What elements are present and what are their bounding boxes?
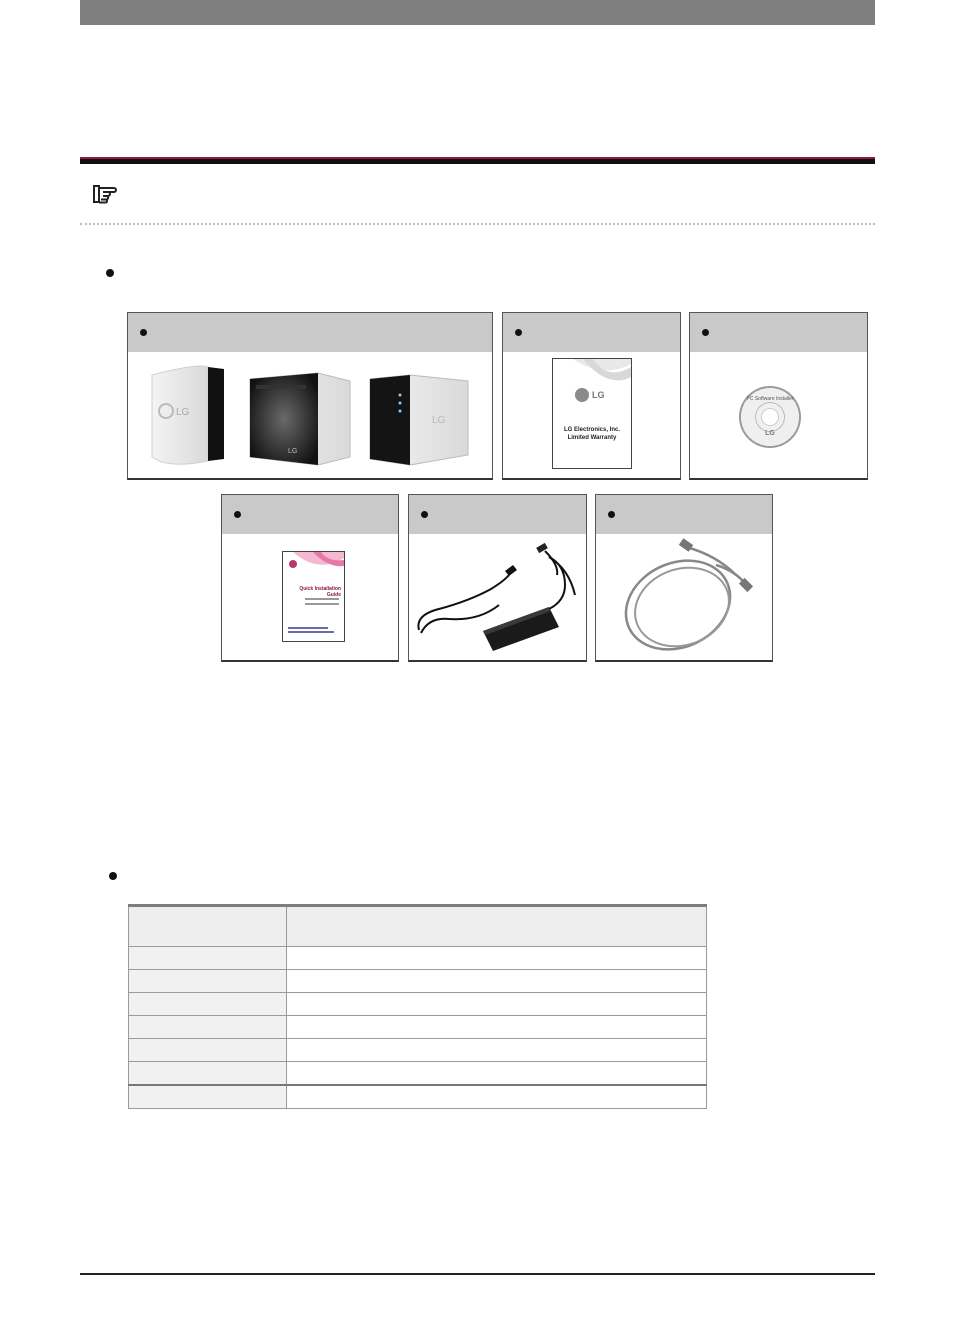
booklet-swoosh [553,359,631,409]
guide-line [288,627,328,629]
spec-table [128,904,707,1109]
section-divider [80,223,875,225]
item-bullet [421,511,428,518]
item-box-header [503,313,680,352]
table-cell [129,1016,287,1039]
table-cell [287,1062,707,1086]
table-cell [129,970,287,993]
table-header-cell [287,906,707,947]
table-cell [287,1039,707,1062]
item-bullet [515,329,522,336]
guide-line [305,598,339,600]
contents-bullet [106,269,114,277]
item-box-warranty [502,312,681,480]
table-cell [129,1062,287,1086]
cd-logo: LG [765,430,775,437]
item-bullet [608,511,615,518]
item-box-adapter [408,494,587,662]
table-cell [287,993,707,1016]
item-box-nas [127,312,493,480]
pointing-hand-icon [92,183,118,205]
guide-title: Quick Installation Guide [299,586,341,598]
guide-line [305,603,339,605]
guide-line [288,631,334,633]
table-row [129,1085,707,1109]
item-bullet [234,511,241,518]
svg-text:LG: LG [288,448,298,455]
table-row [129,970,707,993]
table-row [129,1062,707,1086]
table-cell [129,1085,287,1109]
nas-units-photo [128,353,492,478]
table-row [129,947,707,970]
power-adapter-cable [409,535,586,660]
table-cell [287,970,707,993]
footer-rule [80,1273,875,1275]
item-box-header [409,495,586,534]
table-cell [287,1016,707,1039]
table-row [129,1016,707,1039]
cd-label: PC Software Installer [746,396,794,402]
table-header-row [129,906,707,947]
item-box-lan-cable [595,494,773,662]
item-box-guide [221,494,399,662]
network-cable [596,535,772,660]
item-bullet [140,329,147,336]
software-cd [739,386,801,448]
lg-logo-icon [575,388,589,402]
svg-text:LG: LG [432,415,446,426]
lg-logo-icon [289,560,297,568]
table-header-cell [129,906,287,947]
warranty-booklet [552,358,632,469]
svg-text:LG: LG [176,407,190,418]
table-cell [129,993,287,1016]
table-row [129,1039,707,1062]
header-bar [80,0,875,25]
booklet-logo-text: LG [592,390,605,400]
table-cell [287,947,707,970]
table-cell [129,1039,287,1062]
title-rule [80,157,875,164]
quick-installation-guide [282,551,345,642]
table-row [129,993,707,1016]
item-box-header [596,495,772,534]
booklet-subtitle: Limited Warranty [567,435,617,441]
booklet-title: LG Electronics, Inc. [563,427,620,433]
table-cell [287,1085,707,1109]
item-box-header [690,313,867,352]
spec-bullet [109,872,117,880]
item-box-header [222,495,398,534]
item-box-cd [689,312,868,480]
item-box-header [128,313,492,352]
item-bullet [702,329,709,336]
table-cell [129,947,287,970]
